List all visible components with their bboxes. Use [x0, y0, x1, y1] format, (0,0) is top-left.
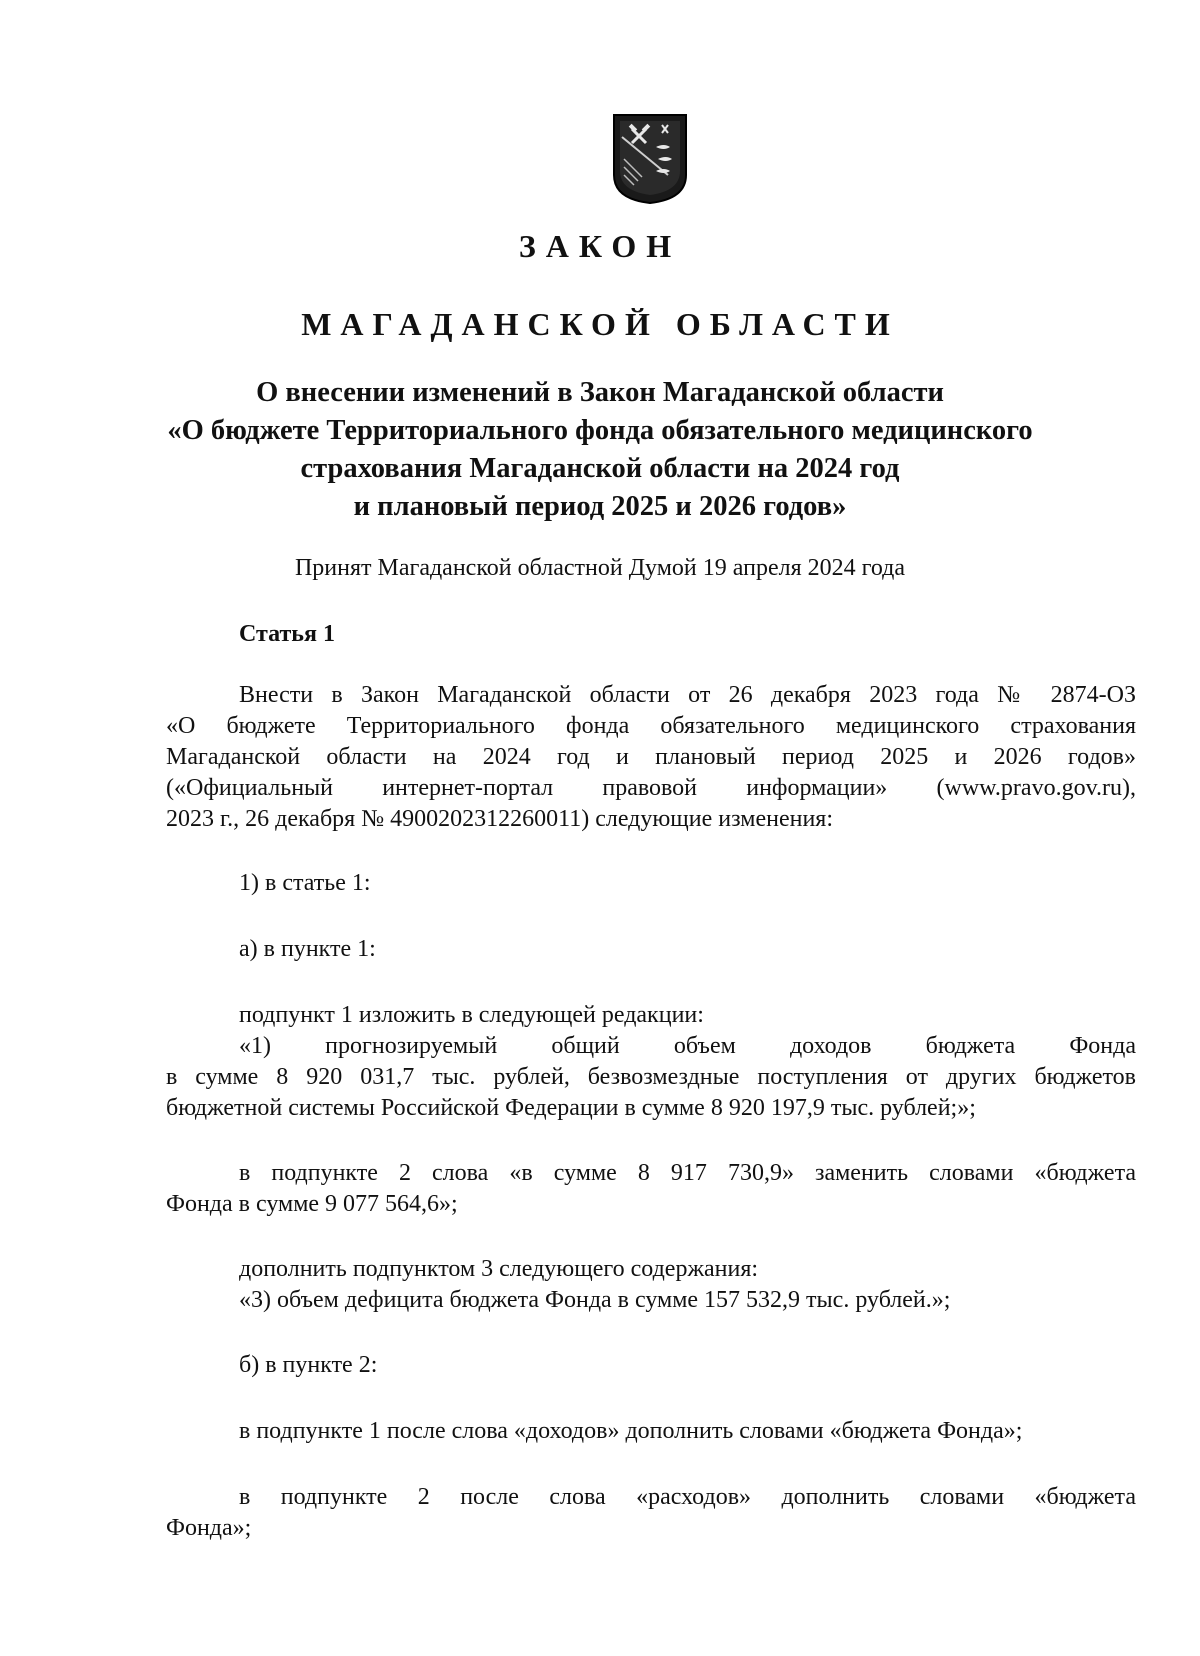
law-subject	[100, 374, 1100, 526]
subpoint-2-block	[166, 1158, 1136, 1220]
item-1-text: 1) в статье 1:	[239, 870, 371, 896]
adoption-note: Принят Магаданской областной Думой 19 апреля 2024 года	[294, 555, 906, 581]
subpoint-2-line: Фонда в сумме 9 077 564,6»;	[166, 1191, 458, 1217]
subject-line: «О бюджете Территориального фонда обязательного медицинского	[167, 415, 1033, 446]
item-a-text: а) в пункте 1:	[239, 936, 376, 962]
item-b-text: б) в пункте 2:	[239, 1352, 378, 1378]
article-heading: Статья 1	[239, 621, 335, 647]
subject-line: О внесении изменений в Закон Магаданской области	[256, 377, 944, 408]
point-2-subpoint-1	[166, 1416, 1136, 1447]
law-title: ЗАКОН	[518, 228, 682, 264]
subpoint-1-quote-line: бюджетной системы Российской Федерации в сумме 8 920 197,9 тыс. рублей;»;	[166, 1095, 976, 1121]
point-2-subpoint-2-line: в подпункте 2 после слова «расходов» дополнить словами «бюджета	[239, 1484, 1136, 1510]
subpoint-2-line: в подпункте 2 слова «в сумме 8 917 730,9» заменить словами «бюджета	[239, 1160, 1136, 1186]
region-title: МАГАДАНСКОЙ ОБЛАСТИ	[301, 306, 899, 342]
subpoint-1-block	[166, 1000, 1136, 1124]
point-2-subpoint-2	[166, 1482, 1136, 1544]
coat-of-arms-emblem	[612, 113, 688, 205]
intro-line: «О бюджете Территориального фонда обязательного медицинского страхования	[166, 713, 1136, 739]
intro-line: Магаданской области на 2024 год и плановый период 2025 и 2026 годов»	[166, 744, 1136, 770]
intro-line: Внести в Закон Магаданской области от 26 декабря 2023 года № 2874-ОЗ	[239, 682, 1136, 708]
item-1	[166, 868, 1136, 899]
subpoint-3-quote: «3) объем дефицита бюджета Фонда в сумме 157 532,9 тыс. рублей.»;	[239, 1287, 951, 1313]
subpoint-1-quote-line: «1) прогнозируемый общий объем доходов бюджета Фонда	[239, 1033, 1136, 1059]
point-2-subpoint-2-line: Фонда»;	[166, 1515, 252, 1541]
subpoint-3-lead: дополнить подпунктом 3 следующего содержания:	[239, 1256, 759, 1282]
intro-line: («Официальный интернет-портал правовой информации» (www.pravo.gov.ru),	[166, 775, 1136, 801]
item-b	[166, 1350, 1136, 1381]
subpoint-1-lead: подпункт 1 изложить в следующей редакции:	[239, 1002, 704, 1028]
subject-line: страхования Магаданской области на 2024 год	[300, 453, 900, 484]
article-intro-paragraph	[166, 680, 1136, 835]
intro-line: 2023 г., 26 декабря № 4900202312260011) следующие изменения:	[166, 806, 833, 832]
subpoint-3-block	[166, 1254, 1136, 1316]
item-a	[166, 934, 1136, 965]
point-2-subpoint-1-text: в подпункте 1 после слова «доходов» дополнить словами «бюджета Фонда»;	[239, 1418, 1023, 1444]
subpoint-1-quote-line: в сумме 8 920 031,7 тыс. рублей, безвозмездные поступления от других бюджетов	[166, 1064, 1136, 1090]
subject-line: и плановый период 2025 и 2026 годов»	[353, 491, 847, 522]
